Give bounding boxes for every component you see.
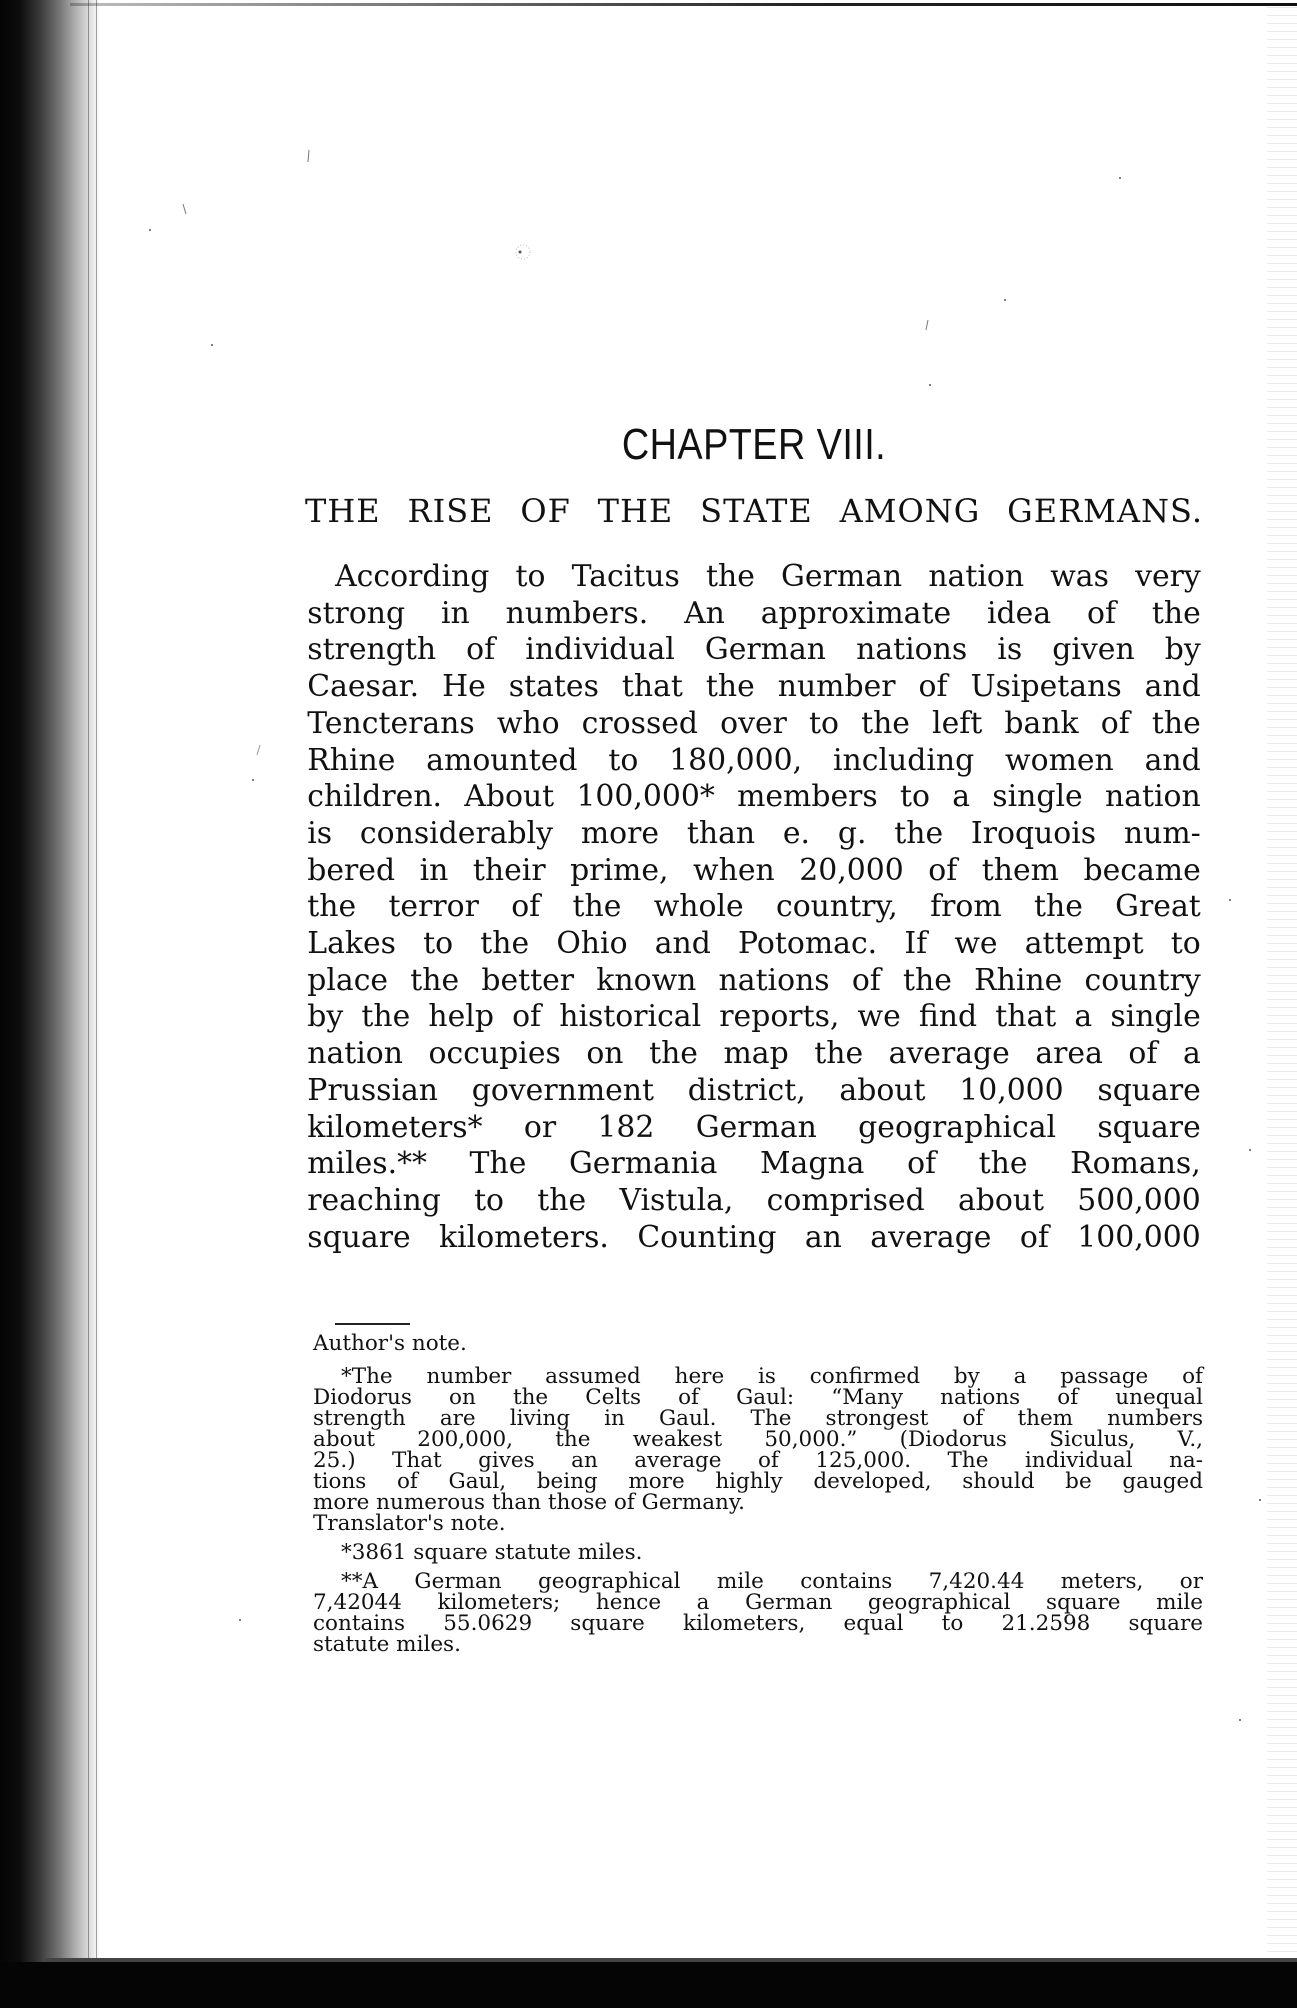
body-line: strength of individual German nations is given by [307,632,1201,668]
translator-footnote-2-line: **A German geographical mile contains 7,420.44 meters, or [341,1569,1203,1594]
translator-footnote-2-line: statute miles. [313,1632,461,1657]
author-footnote-line: more numerous than those of Germany. [313,1490,746,1515]
body-line: Caesar. He states that the number of Usipetans and [307,669,1201,705]
body-line: According to Tacitus the German nation was very [335,559,1201,594]
author-footnote-line: tions of Gaul, being more highly developed, should be gauged [313,1469,1203,1494]
translator-footnote-2-line: contains 55.0629 square kilometers, equal to 21.2598 square [313,1611,1203,1636]
body-line: bered in their prime, when 20,000 of them became [307,852,1201,888]
body-line: reaching to the Vistula, comprised about 500,000 [307,1182,1201,1218]
body-paragraph [307,559,1201,1256]
chapter-number-heading: CHAPTER VIII. [621,420,887,469]
author-footnote-line: Diodorus on the Celts of Gaul: “Many nations of unequal [313,1385,1203,1410]
body-line: kilometers* or 182 German geographical square [307,1109,1201,1145]
page-right-edge-noise [1267,0,1297,2008]
author-footnote-line: strength are living in Gaul. The strongest of them numbers [313,1406,1203,1431]
footnotes-section [313,1333,1203,1655]
author-footnote-line: 25.) That gives an average of 125,000. The individual na- [313,1448,1203,1473]
body-line: is considerably more than e. g. the Iroquois num- [307,815,1201,851]
page-top-edge [70,3,1297,6]
translator-note-label: Translator's note. [313,1511,506,1536]
body-line: nation occupies on the map the average area of a [307,1036,1201,1072]
body-line: by the help of historical reports, we find that a single [307,999,1201,1035]
author-footnote-line: *The number assumed here is confirmed by a passage of [341,1364,1203,1389]
book-binding-shadow [0,0,100,2008]
body-line: strong in numbers. An approximate idea of the [307,595,1201,631]
body-line: the terror of the whole country, from the Great [307,889,1201,925]
binding-edge-line [88,0,89,1958]
author-note-label: Author's note. [313,1331,467,1356]
footnote-separator-rule [335,1323,410,1325]
body-line: Lakes to the Ohio and Potomac. If we attempt to [307,926,1201,962]
chapter-title: THE RISE OF THE STATE AMONG GERMANS. [305,492,1203,530]
body-line: miles.** The Germania Magna of the Romans, [307,1146,1201,1182]
binding-edge-line [96,0,97,1958]
translator-footnote-2-line: 7,42044 kilometers; hence a German geographical square mile [313,1590,1203,1615]
body-line: Prussian government district, about 10,000 square [307,1072,1201,1108]
body-line: square kilometers. Counting an average of 100,000 [307,1219,1201,1255]
body-line: Tencterans who crossed over to the left bank of the [307,705,1201,741]
translator-footnote-1: *3861 square statute miles. [341,1540,643,1565]
body-line: children. About 100,000* members to a single nation [307,779,1201,815]
author-footnote-line: about 200,000, the weakest 50,000.” (Diodorus Siculus, V., [313,1427,1203,1452]
body-line: place the better known nations of the Rhine country [307,962,1201,998]
body-line: Rhine amounted to 180,000, including women and [307,742,1201,778]
scan-bottom-border [0,1962,1297,2008]
